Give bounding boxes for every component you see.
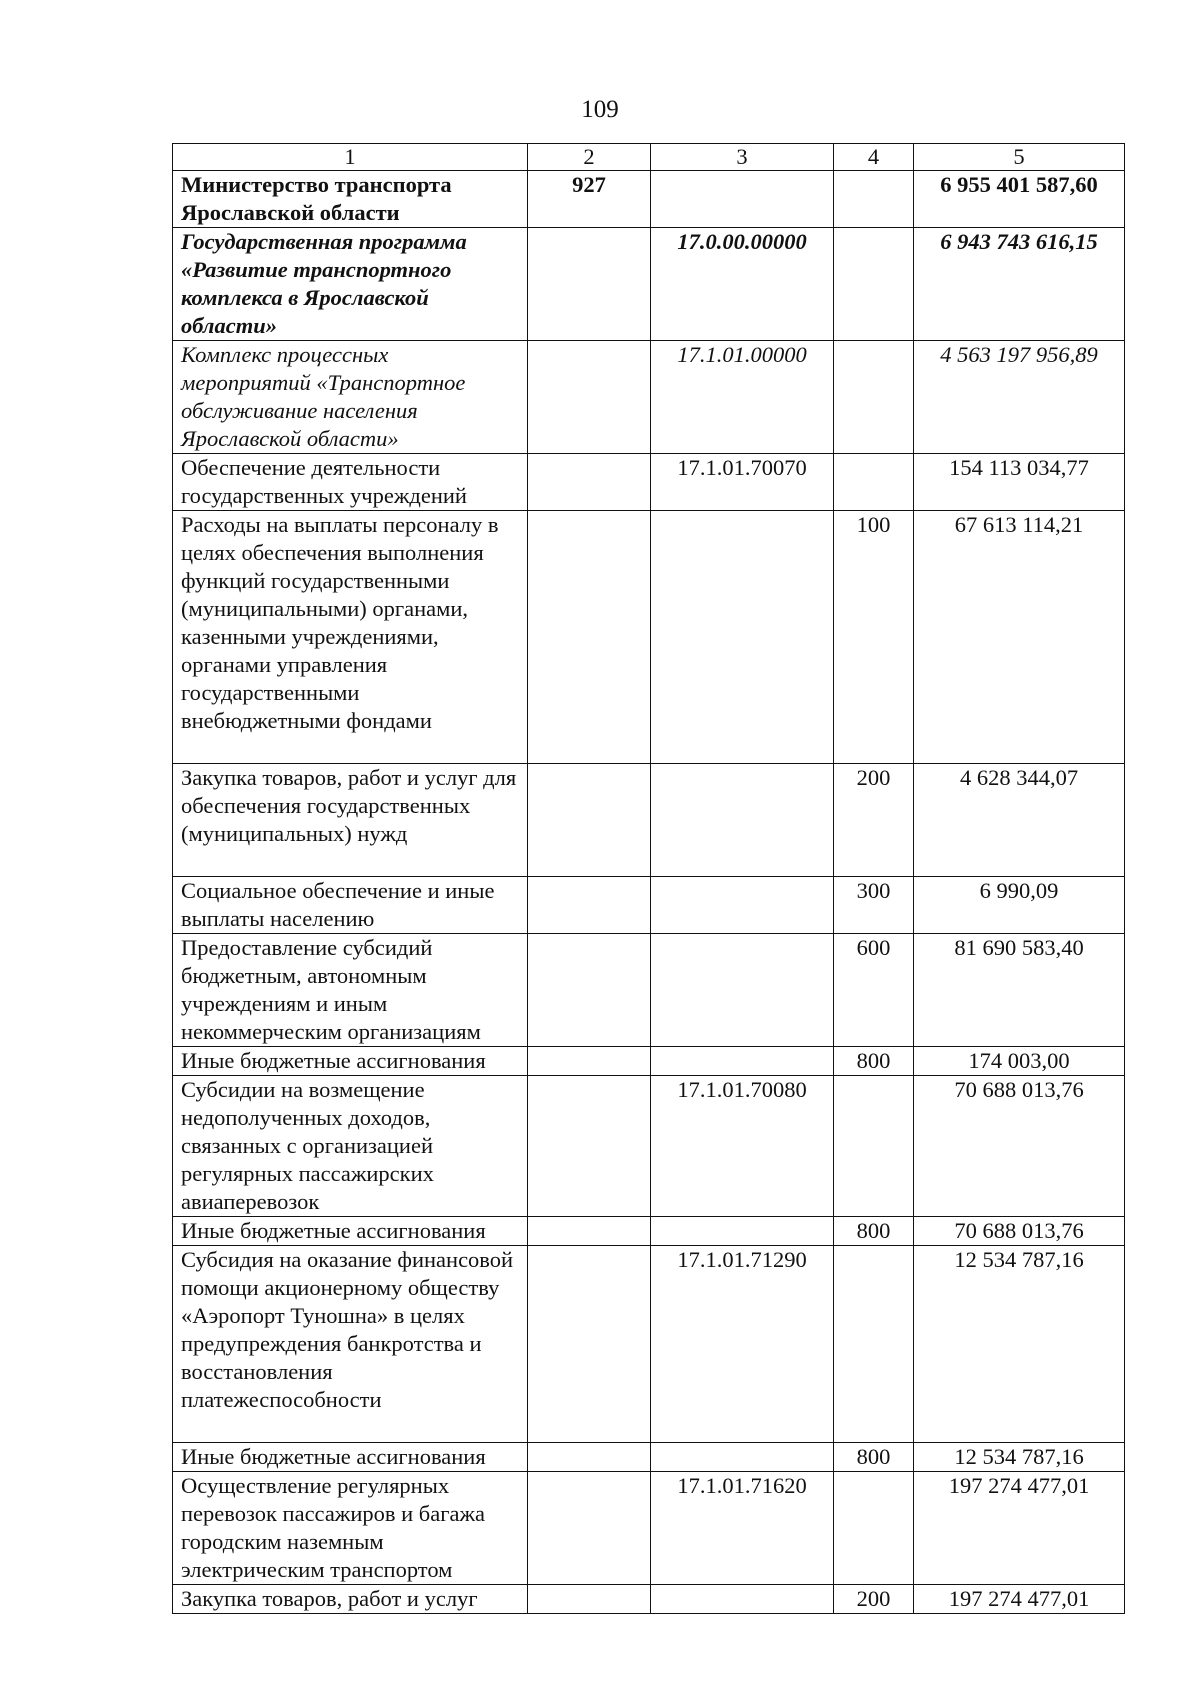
row-gr <box>528 1246 651 1443</box>
row-name: Иные бюджетные ассигнования <box>173 1217 528 1246</box>
row-type: 100 <box>834 511 914 764</box>
row-sum: 70 688 013,76 <box>914 1217 1125 1246</box>
row-name: Иные бюджетные ассигнования <box>173 1047 528 1076</box>
row-name: Комплекс процессных мероприятий «Транспортное обслуживание населения Ярославской области» <box>173 341 528 454</box>
row-gr <box>528 764 651 877</box>
row-code <box>651 934 834 1047</box>
row-type <box>834 1076 914 1217</box>
row-code: 17.1.01.70070 <box>651 454 834 511</box>
row-type <box>834 1472 914 1585</box>
row-code <box>651 764 834 877</box>
row-type: 300 <box>834 877 914 934</box>
table-row <box>173 877 1125 934</box>
row-sum: 197 274 477,01 <box>914 1585 1125 1614</box>
table-row <box>173 1246 1125 1443</box>
row-sum: 154 113 034,77 <box>914 454 1125 511</box>
row-code: 17.1.01.00000 <box>651 341 834 454</box>
column-header: 1 <box>173 144 528 171</box>
row-type <box>834 341 914 454</box>
row-gr <box>528 1585 651 1614</box>
row-gr <box>528 341 651 454</box>
row-sum: 6 943 743 616,15 <box>914 228 1125 341</box>
row-type: 800 <box>834 1047 914 1076</box>
row-gr <box>528 877 651 934</box>
row-gr <box>528 228 651 341</box>
row-sum: 6 955 401 587,60 <box>914 171 1125 228</box>
row-code: 17.1.01.71620 <box>651 1472 834 1585</box>
row-gr <box>528 1047 651 1076</box>
row-type: 200 <box>834 764 914 877</box>
table-row <box>173 454 1125 511</box>
column-header: 4 <box>834 144 914 171</box>
row-gr <box>528 1443 651 1472</box>
row-code <box>651 877 834 934</box>
row-type <box>834 171 914 228</box>
row-code <box>651 171 834 228</box>
row-name: Предоставление субсидий бюджетным, автономным учреждениям и иным некоммерческим организациям <box>173 934 528 1047</box>
column-header: 5 <box>914 144 1125 171</box>
row-sum: 197 274 477,01 <box>914 1472 1125 1585</box>
table-row <box>173 341 1125 454</box>
row-gr: 927 <box>528 171 651 228</box>
row-name: Субсидии на возмещение недополученных доходов, связанных с организацией регулярных пассажирских авиаперевозок <box>173 1076 528 1217</box>
row-name: Расходы на выплаты персоналу в целях обеспечения выполнения функций государственными (муниципальными) органами, казенными учреждениями, органами управления государственными внебюджетными фондами <box>173 511 528 764</box>
row-gr <box>528 454 651 511</box>
row-sum: 6 990,09 <box>914 877 1125 934</box>
row-type <box>834 1246 914 1443</box>
row-code: 17.1.01.70080 <box>651 1076 834 1217</box>
row-name: Закупка товаров, работ и услуг <box>173 1585 528 1614</box>
row-gr <box>528 1076 651 1217</box>
row-sum: 174 003,00 <box>914 1047 1125 1076</box>
row-sum: 70 688 013,76 <box>914 1076 1125 1217</box>
table-row <box>173 1047 1125 1076</box>
table-row <box>173 511 1125 764</box>
row-sum: 4 563 197 956,89 <box>914 341 1125 454</box>
row-sum: 4 628 344,07 <box>914 764 1125 877</box>
row-type <box>834 228 914 341</box>
row-gr <box>528 511 651 764</box>
column-header: 3 <box>651 144 834 171</box>
row-code <box>651 1217 834 1246</box>
row-name: Обеспечение деятельности государственных учреждений <box>173 454 528 511</box>
row-type: 800 <box>834 1217 914 1246</box>
row-sum: 67 613 114,21 <box>914 511 1125 764</box>
row-code <box>651 511 834 764</box>
row-name: Социальное обеспечение и иные выплаты населению <box>173 877 528 934</box>
page-number: 109 <box>581 96 619 123</box>
row-code: 17.1.01.71290 <box>651 1246 834 1443</box>
table-row <box>173 1076 1125 1217</box>
table-row <box>173 934 1125 1047</box>
row-code <box>651 1585 834 1614</box>
row-name: Иные бюджетные ассигнования <box>173 1443 528 1472</box>
row-name: Государственная программа «Развитие транспортного комплекса в Ярославской области» <box>173 228 528 341</box>
row-type: 600 <box>834 934 914 1047</box>
row-name: Субсидия на оказание финансовой помощи акционерному обществу «Аэропорт Туношна» в целях предупреждения банкротства и восстановления платежеспособности <box>173 1246 528 1443</box>
row-type <box>834 454 914 511</box>
row-sum: 81 690 583,40 <box>914 934 1125 1047</box>
row-code <box>651 1443 834 1472</box>
row-name: Осуществление регулярных перевозок пассажиров и багажа городским наземным электрическим транспортом <box>173 1472 528 1585</box>
row-type: 800 <box>834 1443 914 1472</box>
table-row <box>173 1585 1125 1614</box>
table-row <box>173 171 1125 228</box>
budget-table <box>172 143 1125 1614</box>
row-gr <box>528 1472 651 1585</box>
table-row <box>173 1443 1125 1472</box>
row-code: 17.0.00.00000 <box>651 228 834 341</box>
row-sum: 12 534 787,16 <box>914 1246 1125 1443</box>
row-name: Закупка товаров, работ и услуг для обеспечения государственных (муниципальных) нужд <box>173 764 528 877</box>
table-row <box>173 1472 1125 1585</box>
table-row <box>173 764 1125 877</box>
table-row <box>173 228 1125 341</box>
row-code <box>651 1047 834 1076</box>
table-header-row <box>173 144 1125 171</box>
row-sum: 12 534 787,16 <box>914 1443 1125 1472</box>
column-header: 2 <box>528 144 651 171</box>
row-gr <box>528 934 651 1047</box>
row-gr <box>528 1217 651 1246</box>
row-name: Министерство транспорта Ярославской области <box>173 171 528 228</box>
table-row <box>173 1217 1125 1246</box>
row-type: 200 <box>834 1585 914 1614</box>
